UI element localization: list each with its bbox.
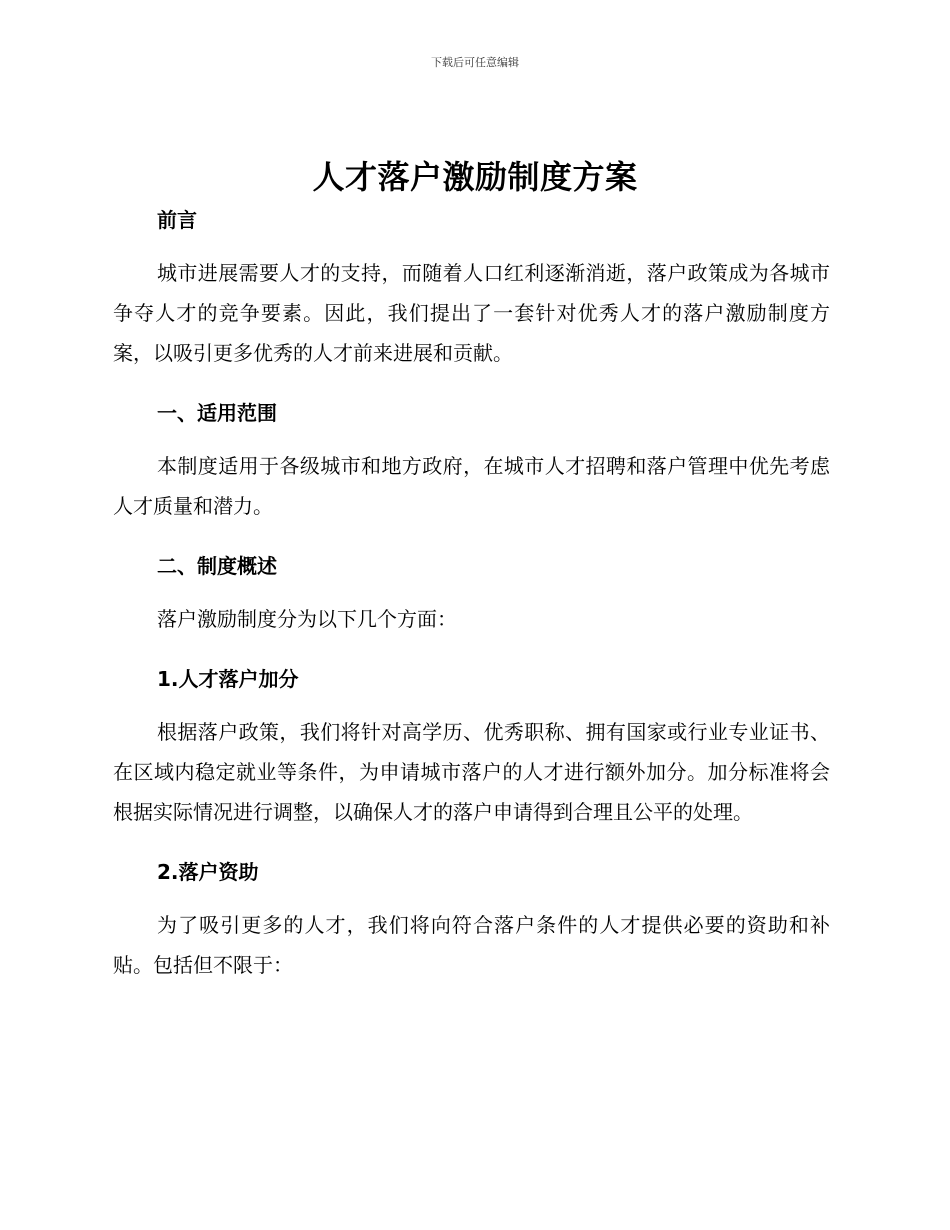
- section-heading-subsidy: 2.落户资助: [157, 860, 259, 884]
- paragraph-points: 根据落户政策，我们将针对高学历、优秀职称、拥有国家或行业专业证书、在区域内稳定就业等条件，为申请城市落户的人才进行额外加分。加分标准将会根据实际情况进行调整，以确保人才的落户申请得到合理且公平的处理。: [113, 720, 830, 824]
- paragraph-preface: 城市进展需要人才的支持，而随着人口红利逐渐消逝，落户政策成为各城市争夺人才的竞争要素。因此，我们提出了一套针对优秀人才的落户激励制度方案，以吸引更多优秀的人才前来进展和贡献。: [113, 261, 830, 365]
- page-header-note: 下载后可任意编辑: [431, 56, 519, 69]
- section-heading-scope: 一、适用范围: [157, 401, 277, 425]
- section-heading-points: 1.人才落户加分: [157, 667, 299, 691]
- document-body: [113, 205, 830, 985]
- section-heading-overview: 二、制度概述: [157, 554, 277, 578]
- section-heading-preface: 前言: [157, 208, 197, 232]
- paragraph-scope: 本制度适用于各级城市和地方政府，在城市人才招聘和落户管理中优先考虑人才质量和潜力。: [113, 454, 830, 518]
- paragraph-overview: 落户激励制度分为以下几个方面：: [157, 607, 457, 631]
- paragraph-subsidy: 为了吸引更多的人才，我们将向符合落户条件的人才提供必要的资助和补贴。包括但不限于：: [113, 913, 830, 977]
- document-title: 人才落户激励制度方案: [312, 158, 638, 196]
